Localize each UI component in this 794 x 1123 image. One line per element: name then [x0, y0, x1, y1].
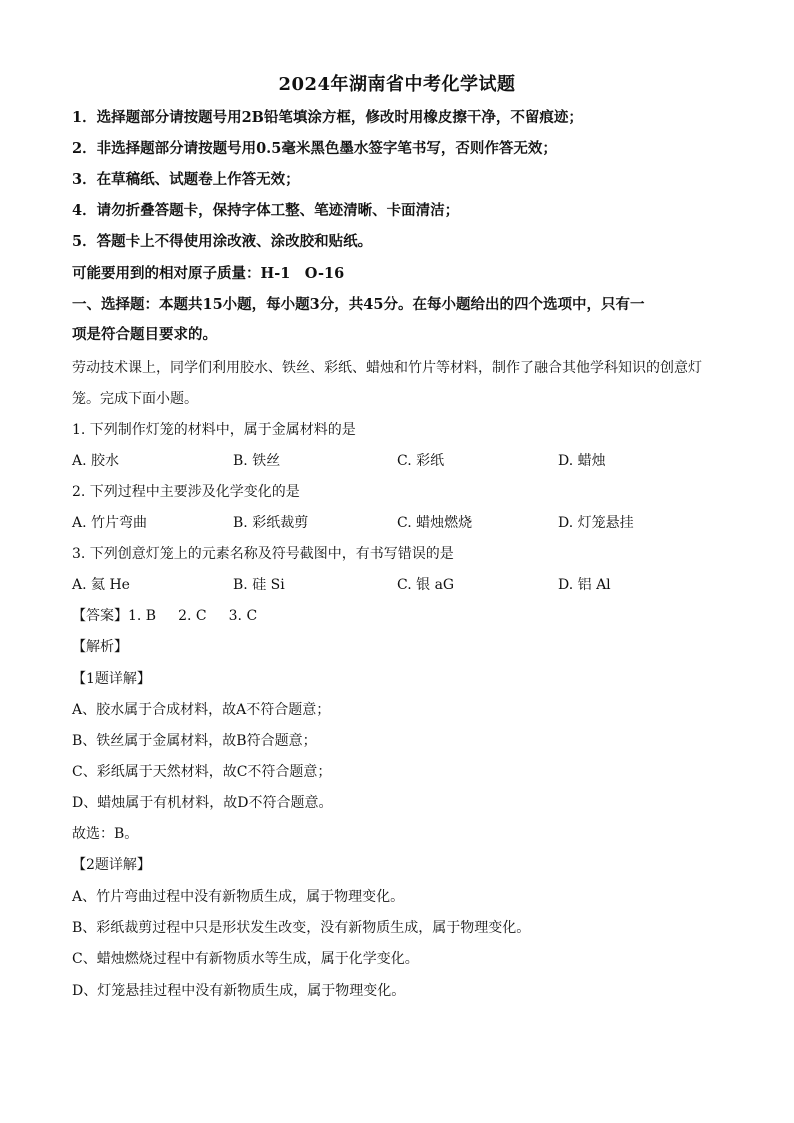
detail-1-heading: 【1题详解】	[72, 671, 151, 687]
instruction-5: 5．答题卡上不得使用涂改液、涂改胶和贴纸。	[72, 233, 373, 250]
intro-line-2: 笼。完成下面小题。	[72, 391, 198, 407]
detail-1-line-c: C、彩纸属于天然材料，故C不符合题意；	[72, 764, 332, 780]
section-header-line-2: 项是符合题目要求的。	[72, 326, 217, 343]
detail-2-line-c: C、蜡烛燃烧过程中有新物质水等生成，属于化学变化。	[72, 951, 419, 967]
answer-item-2: 2. C	[178, 608, 207, 624]
detail-1-choice: 故选：B。	[72, 826, 139, 842]
question-1-option-b: B. 铁丝	[233, 453, 281, 469]
answer-item-1: 1. B	[128, 608, 157, 624]
question-3-option-a: A. 氦 He	[72, 577, 130, 593]
detail-1-line-b: B、铁丝属于金属材料，故B符合题意；	[72, 733, 317, 749]
question-3-option-c: C. 银 aG	[397, 577, 455, 593]
detail-2-line-a: A、竹片弯曲过程中没有新物质生成，属于物理变化。	[72, 889, 405, 905]
question-3-option-d: D. 铝 Al	[558, 577, 611, 593]
question-3-option-b: B. 硅 Si	[233, 577, 285, 593]
question-2-option-b: B. 彩纸裁剪	[233, 515, 309, 531]
instruction-1: 1．选择题部分请按题号用2B铅笔填涂方框，修改时用橡皮擦干净，不留痕迹；	[72, 109, 583, 126]
question-2-stem: 2. 下列过程中主要涉及化学变化的是	[72, 484, 300, 500]
instruction-4: 4．请勿折叠答题卡，保持字体工整、笔迹清晰、卡面清洁；	[72, 202, 460, 219]
question-2-option-c: C. 蜡烛燃烧	[397, 515, 473, 531]
answer-line	[72, 606, 279, 626]
question-1-stem: 1. 下列制作灯笼的材料中，属于金属材料的是	[72, 422, 356, 438]
analysis-label: 【解析】	[72, 639, 128, 655]
intro-line-1: 劳动技术课上，同学们利用胶水、铁丝、彩纸、蜡烛和竹片等材料，制作了融合其他学科知识的创意灯	[72, 360, 702, 376]
atomic-mass-note: 可能要用到的相对原子质量：H-1 O-16	[72, 265, 345, 282]
detail-2-heading: 【2题详解】	[72, 857, 151, 873]
question-2-option-d: D. 灯笼悬挂	[558, 515, 634, 531]
answer-item-3: 3. C	[228, 608, 258, 624]
detail-2-line-b: B、彩纸裁剪过程中只是形状发生改变，没有新物质生成，属于物理变化。	[72, 920, 531, 936]
instruction-3: 3．在草稿纸、试题卷上作答无效；	[72, 171, 300, 188]
detail-2-line-d: D、灯笼悬挂过程中没有新物质生成，属于物理变化。	[72, 983, 406, 999]
detail-1-line-d: D、蜡烛属于有机材料，故D不符合题意。	[72, 795, 333, 811]
detail-1-line-a: A、胶水属于合成材料，故A不符合题意；	[72, 702, 331, 718]
question-3-stem: 3. 下列创意灯笼上的元素名称及符号截图中，有书写错误的是	[72, 546, 454, 562]
question-1-option-c: C. 彩纸	[397, 453, 445, 469]
question-1-option-d: D. 蜡烛	[558, 453, 606, 469]
answer-label: 【答案】	[72, 608, 128, 624]
page-title: 2024年湖南省中考化学试题	[278, 74, 516, 95]
question-1-option-a: A. 胶水	[72, 453, 120, 469]
section-header-line-1: 一、选择题：本题共15小题，每小题3分，共45分。在每小题给出的四个选项中，只有一	[72, 296, 645, 313]
question-2-option-a: A. 竹片弯曲	[72, 515, 148, 531]
instruction-2: 2．非选择题部分请按题号用0.5毫米黑色墨水签字笔书写，否则作答无效；	[72, 140, 557, 157]
